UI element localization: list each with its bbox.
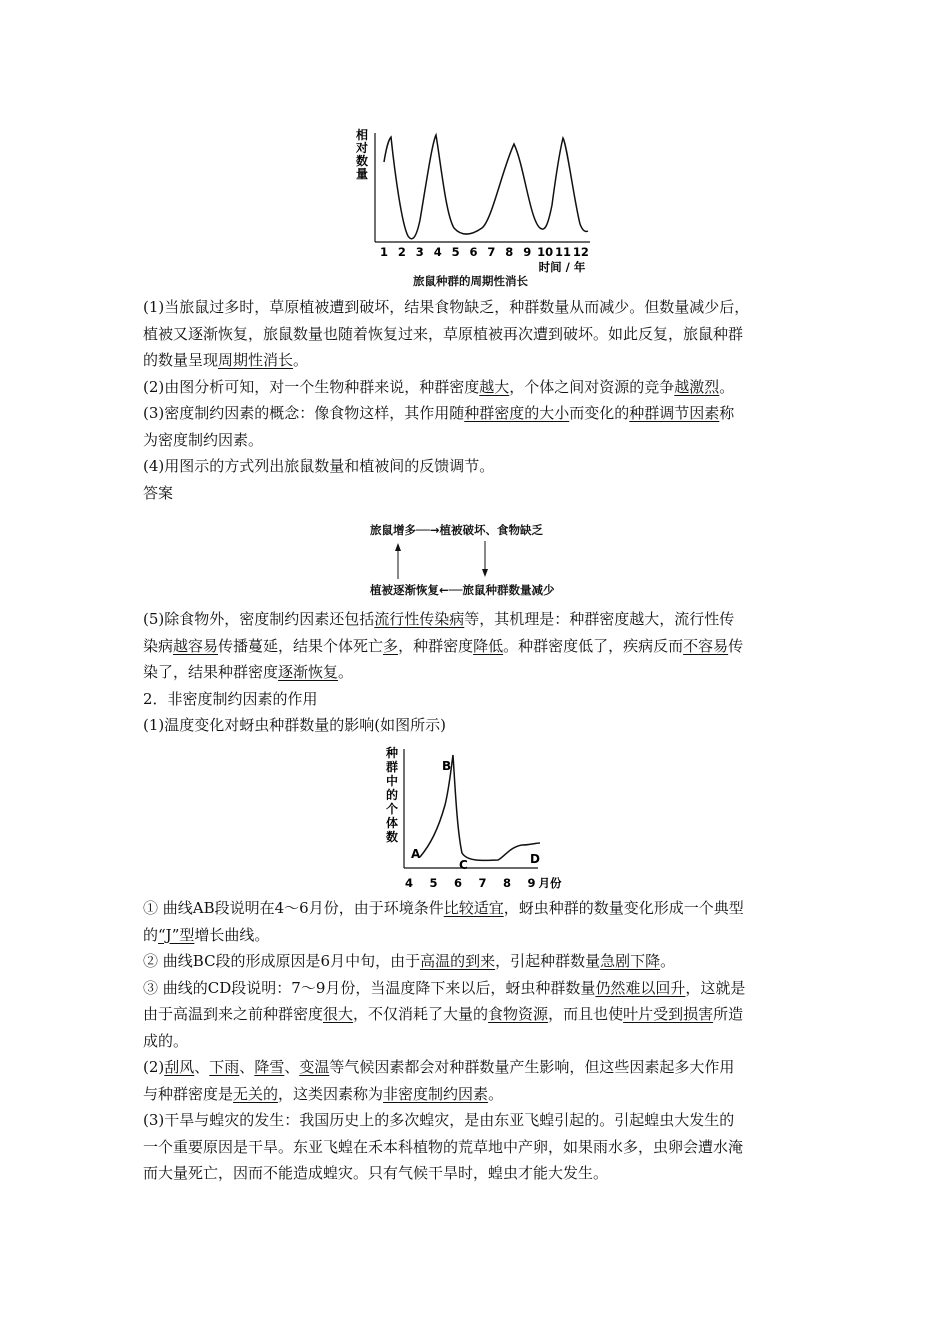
fig1-x-tick: 2 bbox=[397, 245, 406, 259]
curve-ab-line-2: 的“J”型增长曲线。 bbox=[143, 925, 270, 944]
fig2-point-a: A bbox=[411, 847, 421, 861]
para-6: (1)温度变化对蚜虫种群数量的影响(如图所示) bbox=[143, 716, 446, 734]
curve-ab-line-1: ① 曲线AB段说明在4～6月份，由于环境条件比较适宜，蚜虫种群的数量变化形成一个典型 bbox=[143, 899, 744, 917]
fig2-x-tick: 6 bbox=[453, 876, 463, 890]
curve-cd-line-2: 由于高温到来之前种群密度很大，不仅消耗了大量的食物资源，而且也使叶片受到损害所造 bbox=[143, 1005, 744, 1023]
fig1-x-tick: 9 bbox=[523, 245, 532, 259]
para-3-line-2: 为密度制约因素。 bbox=[143, 430, 264, 449]
fig1-x-tick: 3 bbox=[415, 245, 424, 259]
fig2-x-unit: 月份 bbox=[538, 876, 562, 890]
fig2-x-tick: 4 bbox=[404, 876, 414, 890]
fig2-ylabel-char: 的 bbox=[386, 788, 399, 802]
para-5-line-1: (5)除食物外，密度制约因素还包括流行性传染病等，其机理是：种群密度越大，流行性传 bbox=[143, 610, 735, 628]
fig2-ylabel-char: 中 bbox=[386, 774, 399, 788]
para-1-line-1: (1)当旅鼠过多时，草原植被遭到破坏，结果食物缺乏，种群数量从而减少。但数量减少后， bbox=[143, 298, 750, 316]
fig1-x-tick: 12 bbox=[572, 245, 589, 259]
fig1-x-tick: 7 bbox=[487, 245, 496, 259]
para-2: (2)由图分析可知，对一个生物种群来说，种群密度越大，个体之间对资源的竞争越激烈。 bbox=[143, 377, 735, 396]
aphid-figure bbox=[380, 745, 580, 895]
fig2-ylabel-char: 体 bbox=[386, 816, 399, 830]
fig2-ylabel-char: 群 bbox=[386, 760, 399, 774]
fig2-point-c: C bbox=[459, 858, 468, 872]
fig2-point-b: B bbox=[442, 759, 452, 773]
para-4: (4)用图示的方式列出旅鼠数量和植被间的反馈调节。 bbox=[143, 457, 495, 475]
curve-bc: ② 曲线BC段的形成原因是6月中旬，由于高温的到来，引起种群数量急剧下降。 bbox=[143, 952, 676, 970]
para-3-line-1: (3)密度制约因素的概念：像食物这样，其作用随种群密度的大小而变化的种群调节因素称 bbox=[143, 404, 735, 422]
fig1-ylabel-char: 数 bbox=[356, 154, 369, 168]
fig2-x-tick: 7 bbox=[478, 876, 487, 890]
fig2-curve bbox=[420, 755, 540, 860]
fig1-caption: 旅鼠种群的周期性消长 bbox=[413, 274, 528, 288]
flow-bottom-row: 植被逐渐恢复←──旅鼠种群数量减少 bbox=[370, 583, 555, 597]
flow-top-row: 旅鼠增多──→植被破坏、食物缺乏 bbox=[370, 523, 543, 537]
fig2-ylabel-char: 个 bbox=[386, 802, 399, 816]
para-5-line-2: 染病越容易传播蔓延，结果个体死亡多，种群密度降低。种群密度低了，疾病反而不容易传 bbox=[143, 636, 744, 655]
text-block-3 bbox=[143, 895, 823, 1187]
fig2-ylabel bbox=[385, 745, 398, 844]
fig1-ylabel bbox=[355, 127, 368, 181]
flow-arrow-up-head bbox=[395, 543, 401, 551]
fig2-ylabel-char: 种 bbox=[386, 746, 399, 760]
fig1-x-tick: 6 bbox=[469, 245, 478, 259]
fig1-curve bbox=[384, 135, 588, 239]
fig2-x-tick-labels bbox=[405, 876, 536, 890]
flow-arrow-down-head bbox=[482, 569, 488, 577]
para-1-line-3: 的数量呈现周期性消长。 bbox=[143, 351, 309, 369]
fig1-x-unit: 时间 / 年 bbox=[538, 260, 586, 274]
para-7-line-2: 与种群密度是无关的，这类因素称为非密度制约因素。 bbox=[143, 1084, 504, 1103]
lemming-cycle-figure bbox=[350, 125, 610, 275]
fig1-x-tick: 4 bbox=[433, 245, 442, 259]
fig1-x-tick: 5 bbox=[451, 245, 460, 259]
fig1-x-tick: 1 bbox=[379, 245, 389, 259]
flow-arrows bbox=[360, 535, 560, 585]
lemming-cycle-chart bbox=[350, 125, 610, 275]
para-8-line-2: 一个重要原因是干旱。东亚飞蝗在禾本科植物的荒草地中产卵，如果雨水多，虫卵会遭水淹 bbox=[143, 1137, 744, 1156]
aphid-chart bbox=[380, 745, 580, 895]
para-8-line-1: (3)干旱与蝗灾的发生：我国历史上的多次蝗灾，是由东亚飞蝗引起的。引起蝗虫大发生的 bbox=[143, 1111, 735, 1129]
fig1-x-tick: 10 bbox=[537, 245, 554, 259]
answer-label: 答案 bbox=[143, 483, 174, 502]
fig2-ylabel-char: 数 bbox=[386, 830, 399, 844]
fig1-x-tick-labels bbox=[380, 245, 589, 259]
para-8-line-3: 而大量死亡，因而不能造成蝗灾。只有气候干旱时，蝗虫才能大发生。 bbox=[143, 1164, 609, 1182]
text-block-2 bbox=[143, 606, 823, 739]
text-block-1 bbox=[143, 294, 823, 506]
fig1-ylabel-char: 对 bbox=[356, 141, 369, 155]
fig2-x-tick: 8 bbox=[502, 876, 512, 890]
answer-blank: 周期性消长 bbox=[218, 351, 294, 369]
para-1-line-2: 植被又逐渐恢复，旅鼠数量也随着恢复过来，草原植被再次遭到破坏。如此反复，旅鼠种群 bbox=[143, 324, 744, 343]
fig1-x-tick: 8 bbox=[505, 245, 514, 259]
para-7-line-1: (2)刮风、下雨、降雪、变温等气候因素都会对种群数量产生影响，但这些因素起多大作用 bbox=[143, 1058, 735, 1076]
fig2-x-tick: 9 bbox=[527, 876, 536, 890]
fig2-x-tick: 5 bbox=[429, 876, 438, 890]
fig1-ylabel-char: 量 bbox=[356, 167, 369, 181]
curve-cd-line-1: ③ 曲线的CD段说明：7～9月份，当温度降下来以后，蚜虫种群数量仍然难以回升，这就是 bbox=[143, 978, 746, 997]
curve-cd-line-3: 成的。 bbox=[143, 1031, 189, 1050]
fig2-point-d: D bbox=[530, 852, 540, 866]
para-5-line-3: 染了，结果种群密度逐渐恢复。 bbox=[143, 663, 354, 681]
section-2-heading: 2．非密度制约因素的作用 bbox=[143, 689, 318, 708]
fig1-ylabel-char: 相 bbox=[356, 128, 369, 142]
fig1-x-tick: 11 bbox=[554, 245, 572, 259]
